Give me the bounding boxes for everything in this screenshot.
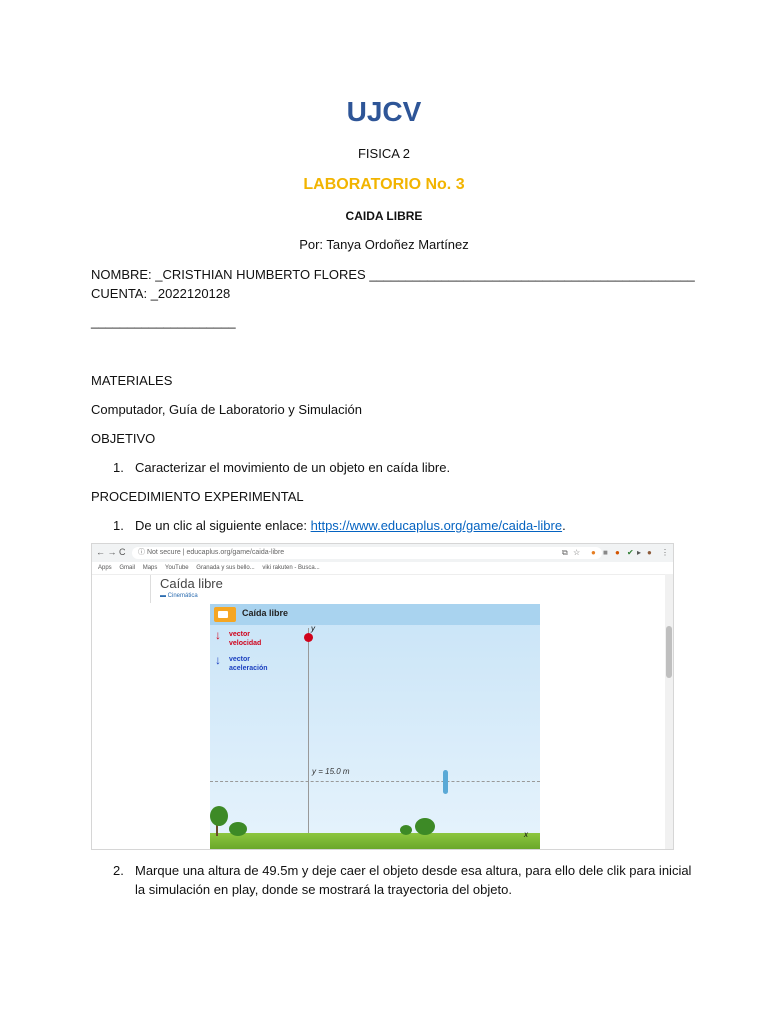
extension-icon: ■ <box>603 548 608 557</box>
objective-heading: OBJETIVO <box>91 431 156 446</box>
extension-icon: ● <box>591 548 596 557</box>
bookmark-item: Granada y sus bello... <box>196 565 255 571</box>
acceleration-legend-line: aceleración <box>229 665 268 672</box>
step-1-label: De un clic al siguiente enlace: <box>135 518 311 533</box>
bookmark-item: Maps <box>142 565 158 571</box>
page-header <box>130 575 250 603</box>
author-line: Por: Tanya Ordoñez Martínez <box>299 237 469 252</box>
menu-dots-icon: ⋮ <box>661 548 669 557</box>
step-1-text <box>135 518 566 533</box>
height-line <box>210 781 540 782</box>
lab-topic: CAIDA LIBRE <box>345 209 423 223</box>
course-name: FISICA 2 <box>357 146 411 161</box>
velocity-legend-line: vector <box>229 631 251 638</box>
procedure-heading: PROCEDIMIENTO EXPERIMENTAL <box>91 489 304 504</box>
page-category <box>160 593 198 599</box>
student-name-line: NOMBRE: _CRISTHIAN HUMBERTO FLORES _____________________________________________ <box>91 267 695 282</box>
browser-nav-icons: ← → C <box>96 547 126 557</box>
height-slider-handle[interactable] <box>443 770 448 794</box>
address-bar: ⓘ Not secure | educaplus.org/game/caida-libre <box>132 547 602 559</box>
scrollbar[interactable] <box>665 574 673 849</box>
list-number: 2. <box>113 863 124 878</box>
bookmark-item: viki rakuten - Busca... <box>262 565 320 571</box>
browser-toolbar <box>92 544 673 563</box>
simulation-header <box>210 604 540 625</box>
thumbnail-icon <box>130 575 151 603</box>
simulation-link[interactable]: https://www.educaplus.org/game/caida-libre <box>310 518 563 533</box>
objective-text: Caracterizar el movimiento de un objeto en caída libre. <box>135 460 451 475</box>
step-2-line-1: Marque una altura de 49.5m y deje caer el objeto desde esa altura, para ello dele clik para inicial <box>135 863 692 878</box>
page-title: Caída libre <box>160 576 223 591</box>
step-2 <box>113 863 692 878</box>
lab-number: LABORATORIO No. 3 <box>303 176 465 193</box>
acceleration-arrow-icon: ↓ <box>215 653 221 667</box>
acceleration-legend-line: vector <box>229 656 251 663</box>
list-number: 1. <box>113 460 124 475</box>
y-axis <box>308 628 309 838</box>
category-label: Cinemática <box>167 593 198 599</box>
bookmark-item: YouTube <box>165 565 189 571</box>
simulation-title: Caída libre <box>242 608 289 618</box>
extension-icon: ● <box>615 548 620 557</box>
objective-item <box>113 460 451 475</box>
tree-icon <box>400 825 412 835</box>
y-axis-label: y <box>311 624 315 633</box>
translate-icon: ⧉ <box>562 548 568 557</box>
ground <box>210 833 540 849</box>
check-icon: ✔ <box>627 548 634 557</box>
institution-title: UJCV <box>346 96 422 127</box>
avatar-icon: ● <box>647 548 652 557</box>
height-readout: y = 15.0 m <box>312 767 350 776</box>
bookmark-item: Apps <box>98 565 112 571</box>
step-2-line-2: la simulación en play, donde se mostrará la trayectoria del objeto. <box>135 882 512 897</box>
free-fall-simulation <box>210 604 540 849</box>
bookmarks-bar <box>92 562 673 575</box>
student-account-line: CUENTA: _2022120128 <box>91 286 231 301</box>
list-number: 1. <box>113 518 124 533</box>
step-1-period: . <box>562 518 566 533</box>
tree-icon <box>210 806 228 826</box>
materials-heading: MATERIALES <box>91 373 173 388</box>
step-1 <box>113 518 566 533</box>
velocity-legend-line: velocidad <box>229 640 262 647</box>
tree-icon <box>229 822 247 836</box>
materials-text: Computador, Guía de Laboratorio y Simulación <box>91 402 362 417</box>
folder-icon: ▬ <box>160 593 168 599</box>
x-axis-label: x <box>524 830 528 839</box>
star-icon: ☆ <box>573 548 581 557</box>
tree-icon <box>415 818 435 835</box>
educaplus-logo <box>214 607 236 622</box>
extension-icon: ▸ <box>637 548 642 557</box>
scrollbar-thumb[interactable] <box>666 626 672 678</box>
falling-ball[interactable] <box>304 633 313 642</box>
velocity-arrow-icon: ↓ <box>215 628 221 642</box>
bookmark-item: Gmail <box>119 565 136 571</box>
simulation-screenshot <box>91 543 674 850</box>
blank-line: ____________________ <box>91 314 236 329</box>
